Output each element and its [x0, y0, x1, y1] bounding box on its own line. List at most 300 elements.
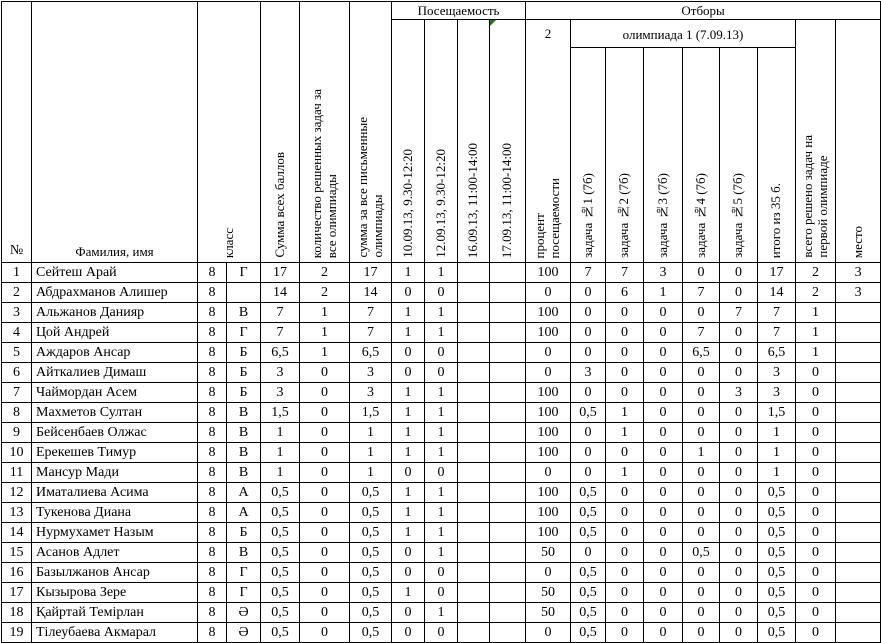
task-3: 0: [644, 363, 683, 383]
task-1: 0,5: [571, 523, 606, 543]
task-2: 0: [606, 303, 644, 323]
task-total: 0,5: [758, 483, 796, 503]
task-4: 0: [683, 423, 720, 443]
att-1: 0: [392, 623, 425, 643]
header-task-4: задача №4 (7б): [683, 48, 720, 263]
task-1: 0: [571, 283, 606, 303]
task-5: 0: [720, 343, 758, 363]
att-percent: 0: [526, 363, 571, 383]
header-sum-written: сумма за все письменные олимпиады: [350, 2, 392, 263]
row-number: 8: [2, 403, 32, 423]
task-5: 0: [720, 363, 758, 383]
att-1: 0: [392, 343, 425, 363]
task-5: 0: [720, 523, 758, 543]
place: [836, 343, 881, 363]
att-4: [490, 623, 526, 643]
sum-written: 0,5: [350, 623, 392, 643]
grade: 8: [198, 603, 227, 623]
sum-written: 0,5: [350, 583, 392, 603]
att-3: [458, 303, 490, 323]
grade: 8: [198, 583, 227, 603]
att-3: [458, 523, 490, 543]
row-number: 3: [2, 303, 32, 323]
att-3: [458, 503, 490, 523]
task-5: 0: [720, 403, 758, 423]
table-row: [2, 603, 881, 623]
att-4: [490, 283, 526, 303]
att-3: [458, 423, 490, 443]
att-3: [458, 403, 490, 423]
att-percent: 0: [526, 623, 571, 643]
table-row: [2, 463, 881, 483]
att-1: 1: [392, 323, 425, 343]
task-total: 7: [758, 303, 796, 323]
sum-all: 0,5: [261, 603, 300, 623]
att-percent: 0: [526, 343, 571, 363]
sum-written: 1: [350, 423, 392, 443]
att-1: 1: [392, 523, 425, 543]
att-percent: 0: [526, 463, 571, 483]
task-1: 0,5: [571, 403, 606, 423]
total-solved: 0: [796, 543, 836, 563]
att-2: 1: [425, 323, 458, 343]
class-letter: А: [227, 483, 261, 503]
att-4: [490, 583, 526, 603]
task-total: 0,5: [758, 503, 796, 523]
task-4: 0: [683, 503, 720, 523]
sum-all: 3: [261, 383, 300, 403]
task-3: 0: [644, 483, 683, 503]
class-letter: Г: [227, 323, 261, 343]
task-4: 0: [683, 623, 720, 643]
att-1: 1: [392, 583, 425, 603]
att-2: 0: [425, 343, 458, 363]
att-2: 1: [425, 523, 458, 543]
row-number: 11: [2, 463, 32, 483]
row-number: 9: [2, 423, 32, 443]
grade: 8: [198, 363, 227, 383]
att-3: [458, 483, 490, 503]
att-3: [458, 383, 490, 403]
table-row: [2, 423, 881, 443]
att-4: [490, 363, 526, 383]
class-letter: В: [227, 403, 261, 423]
place: 3: [836, 283, 881, 303]
task-2: 0: [606, 483, 644, 503]
student-name: Иматалиева Асима: [32, 483, 198, 503]
place: [836, 563, 881, 583]
header-task-1: задача №1 (7б): [571, 48, 606, 263]
task-3: 0: [644, 343, 683, 363]
class-letter: Ә: [227, 623, 261, 643]
task-4: 0: [683, 583, 720, 603]
task-4: 0,5: [683, 543, 720, 563]
att-percent: 50: [526, 603, 571, 623]
place: [836, 483, 881, 503]
att-3: [458, 563, 490, 583]
header-att-mark: 2: [526, 20, 571, 48]
task-1: 0: [571, 343, 606, 363]
solved-count: 0: [300, 603, 350, 623]
class-letter: В: [227, 543, 261, 563]
att-2: 1: [425, 383, 458, 403]
att-1: 0: [392, 543, 425, 563]
att-percent: 100: [526, 323, 571, 343]
att-4: [490, 563, 526, 583]
att-3: [458, 263, 490, 283]
row-number: 18: [2, 603, 32, 623]
class-letter: Б: [227, 363, 261, 383]
task-2: 0: [606, 503, 644, 523]
grade: 8: [198, 343, 227, 363]
att-3: [458, 603, 490, 623]
att-4: [490, 263, 526, 283]
total-solved: 1: [796, 343, 836, 363]
task-4: 1: [683, 443, 720, 463]
att-2: 1: [425, 303, 458, 323]
task-4: 7: [683, 323, 720, 343]
header-task-total: итого из 35 б.: [758, 48, 796, 263]
task-2: 1: [606, 463, 644, 483]
solved-count: 0: [300, 363, 350, 383]
table-row: [2, 503, 881, 523]
task-4: 0: [683, 263, 720, 283]
att-4: [490, 443, 526, 463]
att-percent: 100: [526, 483, 571, 503]
class-letter: В: [227, 303, 261, 323]
header-att-date-2: 12.09.13, 9.30-12:20: [425, 20, 458, 263]
att-4: [490, 503, 526, 523]
att-2: 1: [425, 403, 458, 423]
task-3: 0: [644, 443, 683, 463]
task-5: 0: [720, 423, 758, 443]
header-att-date-4: 17.09.13, 11:00-14:00: [490, 20, 526, 263]
class-letter: В: [227, 443, 261, 463]
row-number: 12: [2, 483, 32, 503]
sum-all: 1: [261, 443, 300, 463]
task-5: 7: [720, 303, 758, 323]
task-5: 0: [720, 503, 758, 523]
att-1: 1: [392, 383, 425, 403]
att-1: 1: [392, 263, 425, 283]
table-row: [2, 583, 881, 603]
total-solved: 1: [796, 303, 836, 323]
task-5: 0: [720, 543, 758, 563]
student-name: Альжанов Данияр: [32, 303, 198, 323]
task-2: 0: [606, 323, 644, 343]
table-body: [2, 263, 881, 643]
att-percent: 100: [526, 503, 571, 523]
solved-count: 0: [300, 583, 350, 603]
header-task-5: задача №5 (7б): [720, 48, 758, 263]
sum-written: 0,5: [350, 563, 392, 583]
solved-count: 0: [300, 423, 350, 443]
solved-count: 2: [300, 263, 350, 283]
place: 3: [836, 263, 881, 283]
class-letter: Б: [227, 383, 261, 403]
task-4: 0: [683, 603, 720, 623]
grade: 8: [198, 483, 227, 503]
att-1: 1: [392, 503, 425, 523]
row-number: 7: [2, 383, 32, 403]
task-1: 0: [571, 443, 606, 463]
place: [836, 363, 881, 383]
task-3: 0: [644, 303, 683, 323]
att-1: 1: [392, 443, 425, 463]
sum-all: 0,5: [261, 583, 300, 603]
table-row: [2, 523, 881, 543]
sum-written: 3: [350, 363, 392, 383]
row-number: 16: [2, 563, 32, 583]
grade: 8: [198, 263, 227, 283]
sum-written: 0,5: [350, 603, 392, 623]
solved-count: 1: [300, 303, 350, 323]
total-solved: 0: [796, 363, 836, 383]
att-3: [458, 443, 490, 463]
header-olympiad: олимпиада 1 (7.09.13): [571, 20, 796, 48]
table-row: [2, 283, 881, 303]
solved-count: 0: [300, 563, 350, 583]
task-2: 1: [606, 423, 644, 443]
task-3: 0: [644, 563, 683, 583]
task-total: 3: [758, 363, 796, 383]
task-5: 0: [720, 603, 758, 623]
row-number: 17: [2, 583, 32, 603]
task-2: 0: [606, 363, 644, 383]
att-3: [458, 583, 490, 603]
solved-count: 0: [300, 483, 350, 503]
grade: 8: [198, 323, 227, 343]
sum-written: 1: [350, 443, 392, 463]
solved-count: 1: [300, 323, 350, 343]
place: [836, 323, 881, 343]
sum-all: 1,5: [261, 403, 300, 423]
table-row: [2, 303, 881, 323]
student-name: Нурмухамет Назым: [32, 523, 198, 543]
solved-count: 0: [300, 623, 350, 643]
total-solved: 0: [796, 443, 836, 463]
grade: 8: [198, 303, 227, 323]
solved-count: 0: [300, 503, 350, 523]
student-name: Абдрахманов Алишер: [32, 283, 198, 303]
student-name: Ерекешев Тимур: [32, 443, 198, 463]
task-5: 0: [720, 623, 758, 643]
sum-all: 0,5: [261, 523, 300, 543]
student-name: Тукенова Диана: [32, 503, 198, 523]
task-total: 3: [758, 383, 796, 403]
row-number: 13: [2, 503, 32, 523]
task-1: 0,5: [571, 583, 606, 603]
task-2: 0: [606, 563, 644, 583]
att-4: [490, 383, 526, 403]
grade: 8: [198, 443, 227, 463]
att-3: [458, 363, 490, 383]
solved-count: 0: [300, 443, 350, 463]
table-row: [2, 543, 881, 563]
class-letter: Ә: [227, 603, 261, 623]
task-5: 0: [720, 563, 758, 583]
grade: 8: [198, 403, 227, 423]
task-4: 0: [683, 463, 720, 483]
task-4: 7: [683, 283, 720, 303]
task-1: 0: [571, 303, 606, 323]
task-5: 3: [720, 383, 758, 403]
att-percent: 50: [526, 583, 571, 603]
solved-count: 0: [300, 403, 350, 423]
att-4: [490, 403, 526, 423]
total-solved: 0: [796, 483, 836, 503]
table-row: [2, 263, 881, 283]
task-2: 1: [606, 403, 644, 423]
total-solved: 0: [796, 583, 836, 603]
task-total: 14: [758, 283, 796, 303]
solved-count: 0: [300, 543, 350, 563]
place: [836, 603, 881, 623]
total-solved: 2: [796, 263, 836, 283]
grade: 8: [198, 383, 227, 403]
table-row: [2, 343, 881, 363]
task-4: 0: [683, 563, 720, 583]
att-1: 0: [392, 563, 425, 583]
header-task-3: задача №3 (7б): [644, 48, 683, 263]
place: [836, 543, 881, 563]
student-name: Асанов Адлет: [32, 543, 198, 563]
row-number: 4: [2, 323, 32, 343]
solved-count: 0: [300, 463, 350, 483]
table-row: [2, 323, 881, 343]
sum-written: 7: [350, 323, 392, 343]
grade: 8: [198, 463, 227, 483]
total-solved: 0: [796, 383, 836, 403]
total-solved: 0: [796, 603, 836, 623]
total-solved: 2: [796, 283, 836, 303]
grade: 8: [198, 543, 227, 563]
table-row: [2, 363, 881, 383]
sum-written: 0,5: [350, 483, 392, 503]
place: [836, 503, 881, 523]
results-table: [1, 1, 881, 643]
sum-all: 1: [261, 423, 300, 443]
att-2: 1: [425, 503, 458, 523]
att-percent: 100: [526, 383, 571, 403]
class-letter: [227, 283, 261, 303]
att-2: 0: [425, 583, 458, 603]
att-1: 0: [392, 463, 425, 483]
solved-count: 0: [300, 523, 350, 543]
table-row: [2, 383, 881, 403]
header-place: место: [836, 20, 881, 263]
task-total: 0,5: [758, 563, 796, 583]
task-1: 0: [571, 383, 606, 403]
att-percent: 0: [526, 283, 571, 303]
att-3: [458, 463, 490, 483]
grade: 8: [198, 523, 227, 543]
student-name: Цой Андрей: [32, 323, 198, 343]
sum-all: 0,5: [261, 543, 300, 563]
sum-written: 17: [350, 263, 392, 283]
student-name: Базылжанов Ансар: [32, 563, 198, 583]
solved-count: 2: [300, 283, 350, 303]
task-3: 0: [644, 463, 683, 483]
sum-all: 0,5: [261, 623, 300, 643]
task-1: 0,5: [571, 563, 606, 583]
task-1: 0,5: [571, 503, 606, 523]
task-total: 0,5: [758, 523, 796, 543]
att-3: [458, 283, 490, 303]
task-1: 0: [571, 323, 606, 343]
header-att-date-3: 16.09.13, 11:00-14:00: [458, 20, 490, 263]
att-3: [458, 543, 490, 563]
row-number: 10: [2, 443, 32, 463]
task-3: 0: [644, 603, 683, 623]
sum-all: 14: [261, 283, 300, 303]
att-percent: 100: [526, 423, 571, 443]
grade: 8: [198, 423, 227, 443]
task-1: 0,5: [571, 483, 606, 503]
task-2: 0: [606, 623, 644, 643]
sum-all: 0,5: [261, 503, 300, 523]
student-name: Тілеубаева Акмарал: [32, 623, 198, 643]
task-1: 0,5: [571, 623, 606, 643]
att-2: 0: [425, 623, 458, 643]
sum-written: 0,5: [350, 543, 392, 563]
header-selections: Отборы: [526, 2, 881, 20]
sum-written: 7: [350, 303, 392, 323]
att-3: [458, 343, 490, 363]
total-solved: 0: [796, 623, 836, 643]
sum-written: 3: [350, 383, 392, 403]
student-name: Махметов Султан: [32, 403, 198, 423]
total-solved: 0: [796, 523, 836, 543]
sum-all: 3: [261, 363, 300, 383]
header-att-date-1: 10.09.13, 9.30-12:20: [392, 20, 425, 263]
sum-all: 17: [261, 263, 300, 283]
class-letter: Г: [227, 563, 261, 583]
att-3: [458, 623, 490, 643]
task-total: 1: [758, 463, 796, 483]
class-letter: В: [227, 423, 261, 443]
att-1: 1: [392, 423, 425, 443]
total-solved: 0: [796, 503, 836, 523]
att-4: [490, 523, 526, 543]
task-5: 0: [720, 323, 758, 343]
att-4: [490, 343, 526, 363]
header-total-solved: всего решено задач на первой олимпиаде: [796, 20, 836, 263]
class-letter: Г: [227, 583, 261, 603]
att-4: [490, 463, 526, 483]
row-number: 1: [2, 263, 32, 283]
att-percent: 100: [526, 263, 571, 283]
att-percent: 100: [526, 303, 571, 323]
row-number: 15: [2, 543, 32, 563]
att-percent: 100: [526, 523, 571, 543]
task-3: 0: [644, 543, 683, 563]
sum-written: 0,5: [350, 503, 392, 523]
att-2: 1: [425, 263, 458, 283]
task-total: 1: [758, 423, 796, 443]
sum-written: 14: [350, 283, 392, 303]
att-percent: 100: [526, 443, 571, 463]
row-number: 5: [2, 343, 32, 363]
row-number: 6: [2, 363, 32, 383]
solved-count: 1: [300, 343, 350, 363]
att-4: [490, 543, 526, 563]
student-name: Аждаров Ансар: [32, 343, 198, 363]
att-2: 1: [425, 543, 458, 563]
att-2: 0: [425, 283, 458, 303]
task-3: 0: [644, 423, 683, 443]
sum-all: 7: [261, 303, 300, 323]
